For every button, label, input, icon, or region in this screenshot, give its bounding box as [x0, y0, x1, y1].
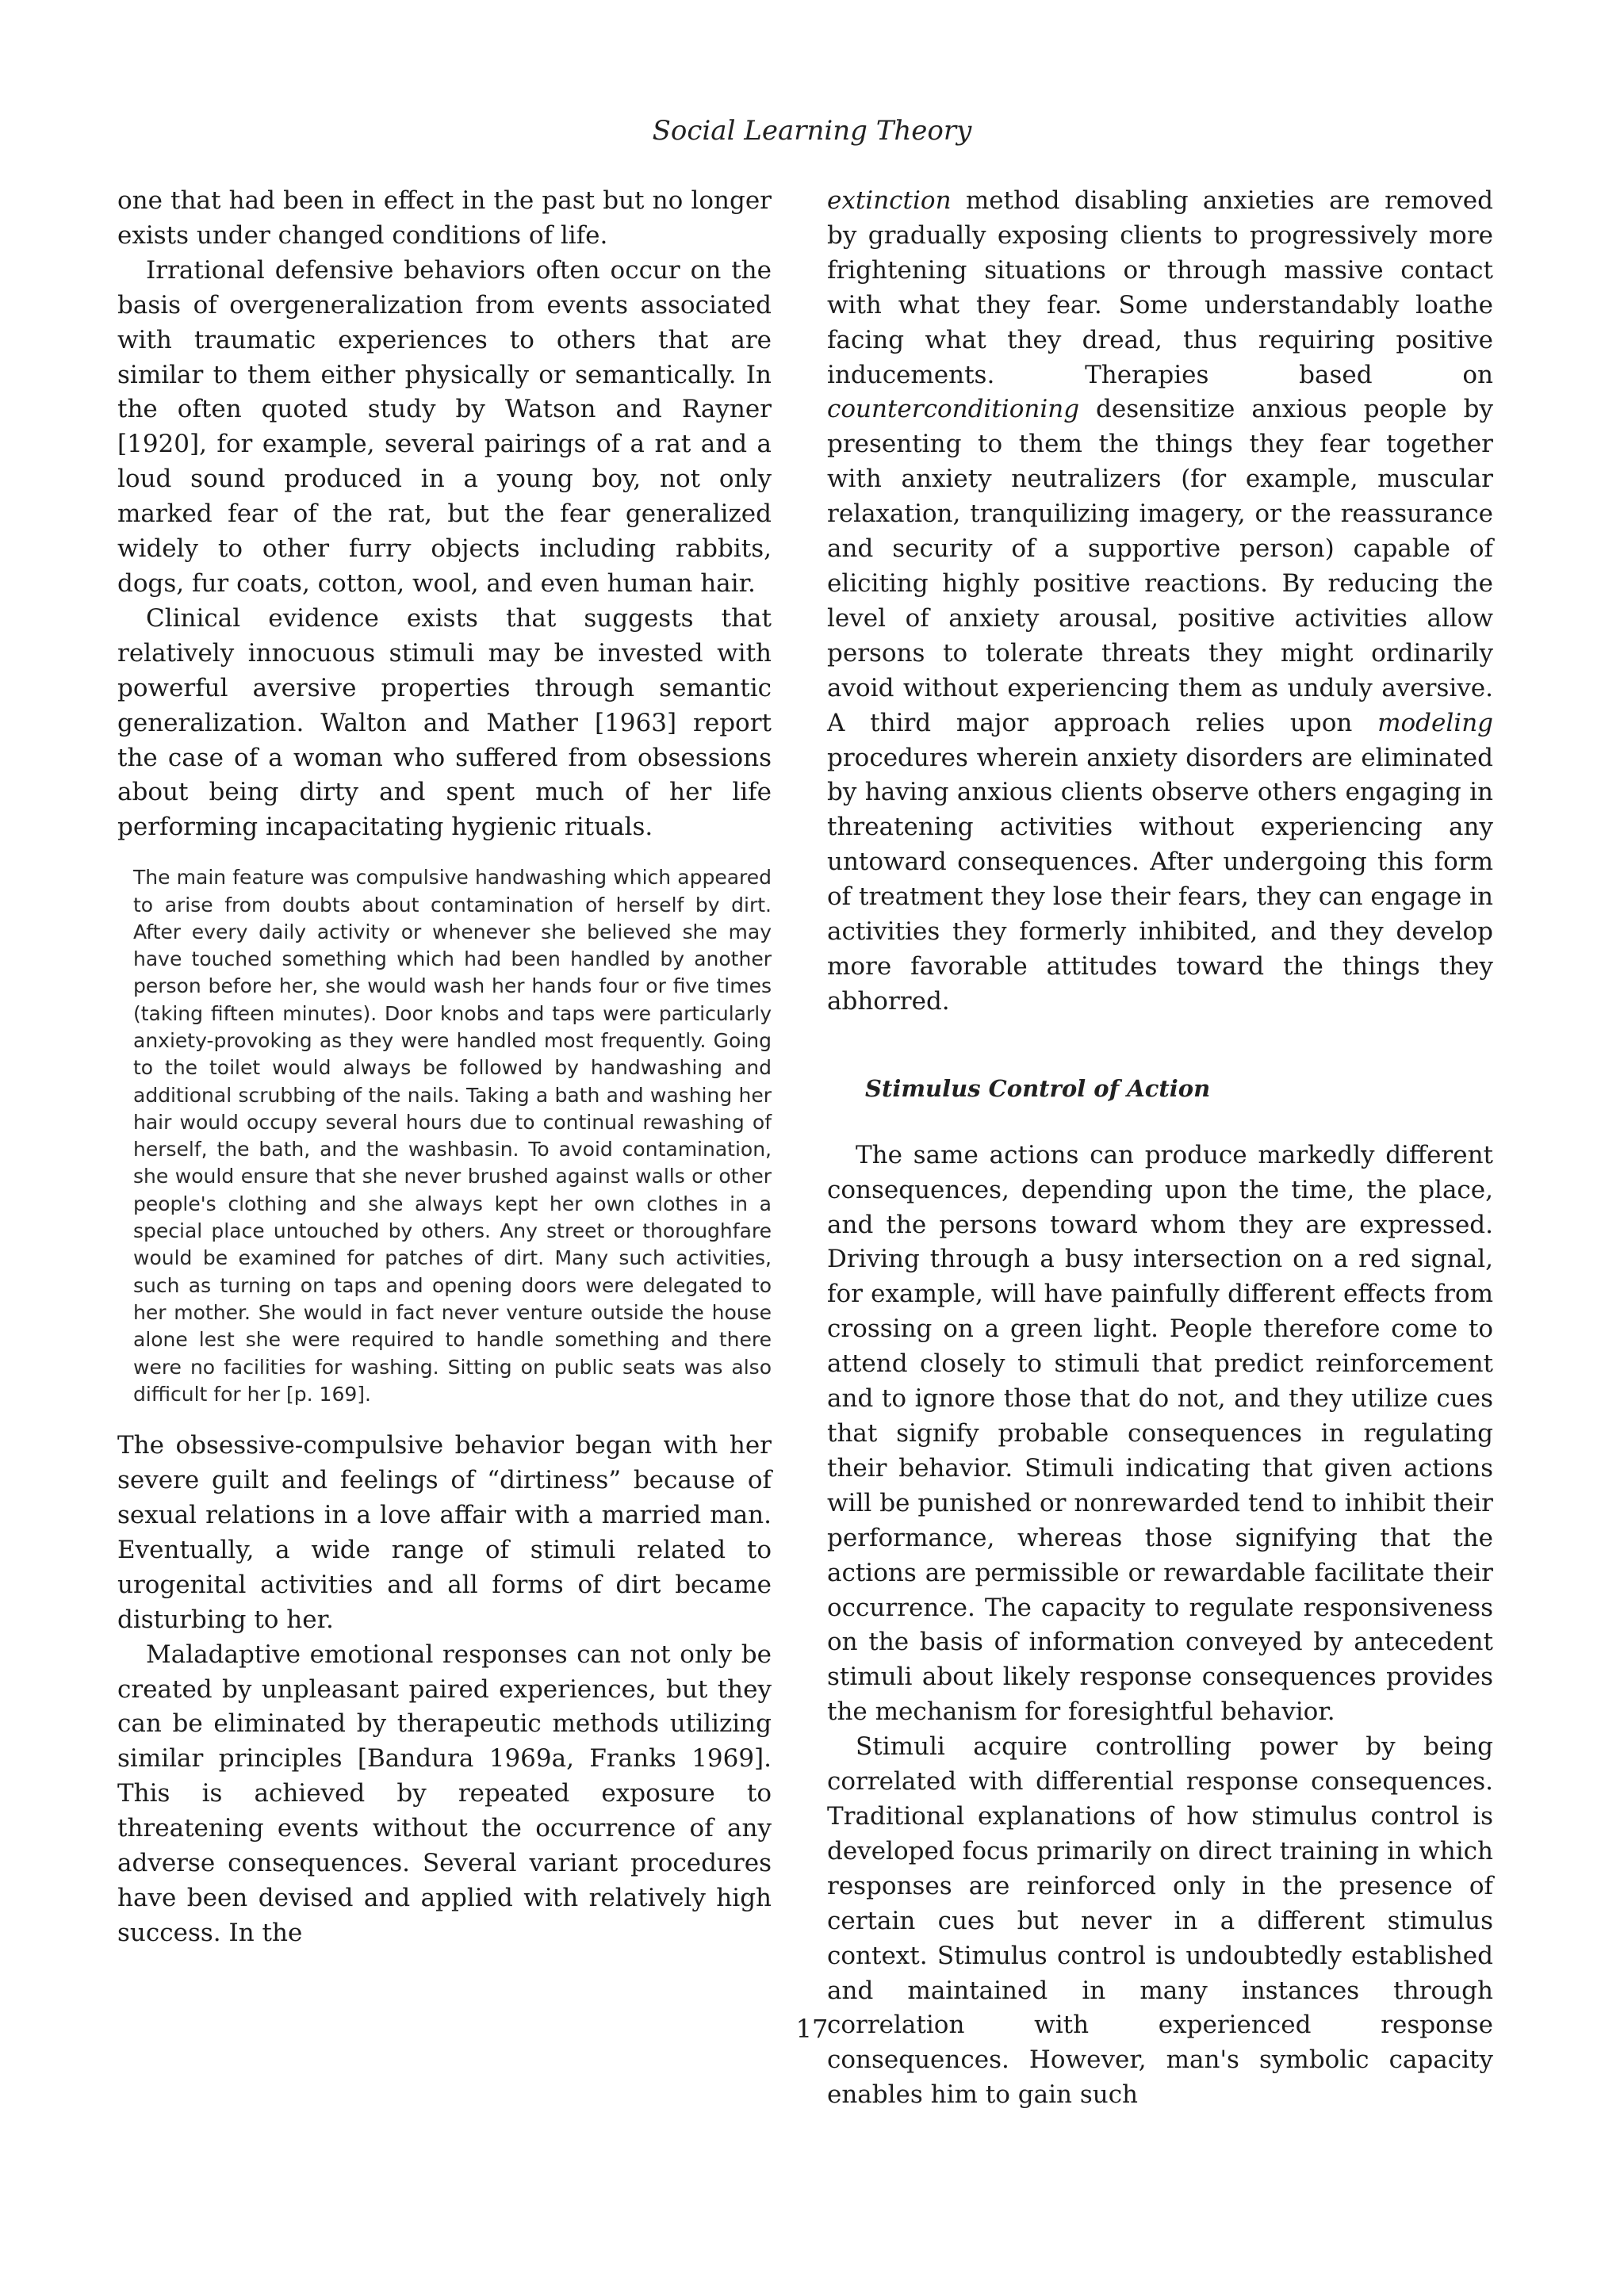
paragraph: The same actions can produce markedly different consequences, depending upon the time, the place, and the persons toward whom they are expressed. Driving through a busy intersection on a red signal, for example, will have painfully different effects from crossing on a green light. People therefore come to attend closely to stimuli that predict reinforcement and to ignore those that do not, and they utilize cues that signify probable consequences in regulating their behavior. Stimuli indicating that given actions will be punished or nonrewarded tend to inhibit their performance, whereas those signifying that the actions are permissible or rewardable facilitate their occurrence. The capacity to regulate responsiveness on the basis of information conveyed by antecedent stimuli about likely response consequences provides the mechanism for foresightful behavior. [827, 1140, 1493, 1727]
left-column [117, 184, 772, 1951]
paragraph: Clinical evidence exists that suggests that relatively innocuous stimuli may be invested with powerful aversive properties through semantic generalization. Walton and Mather [1963] report the case of a woman who suffered from obsessions about being dirty and spent much of her life performing incapacitating hygienic rituals. [117, 603, 772, 842]
paragraph: Irrational defensive behaviors often occur on the basis of overgeneralization from events associated with traumatic experiences to others that are similar to them either physically or semantically. In the often quoted study by Watson and Rayner [1920], for example, several pairings of a rat and a loud sound produced in a young boy, not only marked fear of the rat, but the fear generalized widely to other furry objects including rabbits, dogs, fur coats, cotton, wool, and even human hair. [117, 255, 772, 598]
paragraph-text: desensitize anxious people by presenting to them the things they fear together with anxiety neutralizers (for example, muscular relaxation, tranquilizing imagery, or the reassurance and security of a supportive person) capable of eliciting highly positive reactions. By reducing the level of anxiety arousal, positive activities allow persons to tolerate threats they might ordinarily avoid without experiencing them as unduly aversive. A third major approach relies upon [827, 395, 1493, 737]
paragraph: Maladaptive emotional responses can not only be created by unpleasant paired experiences, but they can be eliminated by therapeutic methods utilizing similar principles [Bandura 1969a, Franks 1969]. This is achieved by repeated exposure to threatening events without the occurrence of any adverse consequences. Several variant procedures have been devised and applied with relatively high success. In the [117, 1640, 772, 1947]
right-column [827, 184, 1493, 2113]
paragraph: Stimuli acquire controlling power by being correlated with differential response consequences. Traditional explanations of how stimulus control is developed focus primarily on direct training in which responses are reinforced only in the presence of certain cues but never in a different stimulus context. Stimulus control is undoubtedly established and maintained in many instances through correlation with experienced response consequences. However, man's symbolic capacity enables him to gain such [827, 1732, 1493, 2110]
page-number: 17 [795, 2014, 829, 2044]
block-quote: The main feature was compulsive handwashing which appeared to arise from doubts about contamination of herself by dirt. After every daily activity or whenever she believed she may have touched something which had been handled by another person before her, she would wash her hands four or five times (taking fifteen minutes). Door knobs and taps were particularly anxiety-provoking as they were handled most frequently. Going to the toilet would always be followed by handwashing and additional scrubbing of the nails. Taking a bath and washing her hair would occupy several hours due to continual rewashing of herself, the bath, and the washbasin. To avoid contamination, she would ensure that she never brushed against walls or other people's clothing and she always kept her own clothes in a special place untouched by others. Any street or thoroughfare would be examined for patches of dirt. Many such activities, such as turning on taps and opening doors were delegated to her mother. She would in fact never venture outside the house alone lest she were required to handle something and there were no facilities for washing. Sitting on public seats was also difficult for her [p. 169]. [133, 866, 772, 1406]
paragraph: The obsessive-compulsive behavior began with her severe guilt and feelings of “dirtiness” because of sexual relations in a love affair with a married man. Eventually, a wide range of stimuli related to urogenital activities and all forms of dirt became disturbing to her. [117, 1431, 772, 1634]
paragraph-text: procedures wherein anxiety disorders are eliminated by having anxious clients observe others engaging in threatening activities without experiencing any untoward consequences. After undergoing this form of treatment they lose their fears, they can engage in activities they formerly inhibited, and they develop more favorable attitudes toward the things they abhorred. [827, 743, 1493, 1016]
paragraph-text: method disabling anxieties are removed by gradually exposing clients to progressively more frightening situations or through massive contact with what they fear. Some understandably loathe facing what they dread, thus requiring positive inducements. Therapies based on [827, 186, 1493, 389]
section-heading: Stimulus Control of Action [865, 1074, 1211, 1102]
paragraph: one that had been in effect in the past but no longer exists under changed conditions of life. [117, 186, 772, 250]
running-header: Social Learning Theory [652, 115, 972, 147]
term-counterconditioning: counterconditioning [827, 395, 1080, 424]
paragraph [827, 184, 1493, 1020]
term-extinction: extinction [827, 186, 952, 215]
term-modeling: modeling [1377, 708, 1493, 737]
